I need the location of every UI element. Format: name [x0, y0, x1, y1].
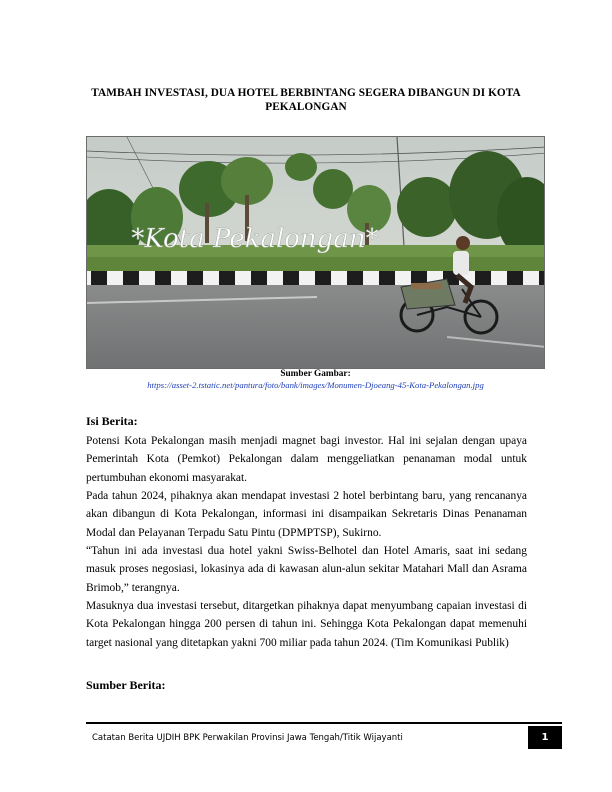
footer-text: Catatan Berita UJDIH BPK Perwakilan Provinsi Jawa Tengah/Titik Wijayanti: [92, 733, 403, 743]
paragraph-1: Potensi Kota Pekalongan masih menjadi magnet bagi investor. Hal ini sejalan dengan upaya Pemerintah Kota (Pemkot) Pekalongan dalam menggeliatkan penanaman modal untuk pertumbuhan ekonomi masyarakat.: [86, 435, 527, 484]
paragraph-4: Masuknya dua investasi tersebut, ditargetkan pihaknya dapat menyumbang capaian investasi di Kota Pekalongan hingga 200 persen di tahun ini. Sehingga Kota Pekalongan dapat memenuhi target nasional yang ditetapkan yakni 700 miliar pada tahun 2024. (Tim Komunikasi Publik): [86, 600, 527, 649]
caption-label: Sumber Gambar:: [280, 369, 351, 379]
paragraph-2: Pada tahun 2024, pihaknya akan mendapat investasi 2 hotel berbintang baru, yang rencananya akan dibangun di Kota Pekalongan, informasi ini disampaikan Sekretaris Dinas Penanaman Modal dan Pelayanan Terpadu Satu Pintu (DPMPTSP), Sukirno.: [86, 490, 527, 539]
article-photo: [86, 136, 545, 369]
city-sign: *Kota Pekalongan*: [131, 224, 379, 254]
footer-divider: [86, 722, 562, 724]
caption-url[interactable]: https://asset-2.tstatic.net/pantura/foto/bank/images/Monumen-Djoeang-45-Kota-Pekalongan.jpg: [147, 380, 484, 390]
content-heading: Isi Berita:: [86, 414, 138, 428]
source-heading: Sumber Berita:: [86, 678, 166, 692]
paragraph-3: “Tahun ini ada investasi dua hotel yakni Swiss-Belhotel dan Hotel Amaris, saat ini sedang masuk proses negosiasi, lokasinya ada di kawasan alun-alun sekitar Matahari Mall dan Asrama Brimob,” terangnya.: [86, 545, 527, 594]
article-title: TAMBAH INVESTASI, DUA HOTEL BERBINTANG SEGERA DIBANGUN DI KOTA PEKALONGAN: [91, 87, 521, 113]
page-number: 1: [528, 726, 562, 749]
